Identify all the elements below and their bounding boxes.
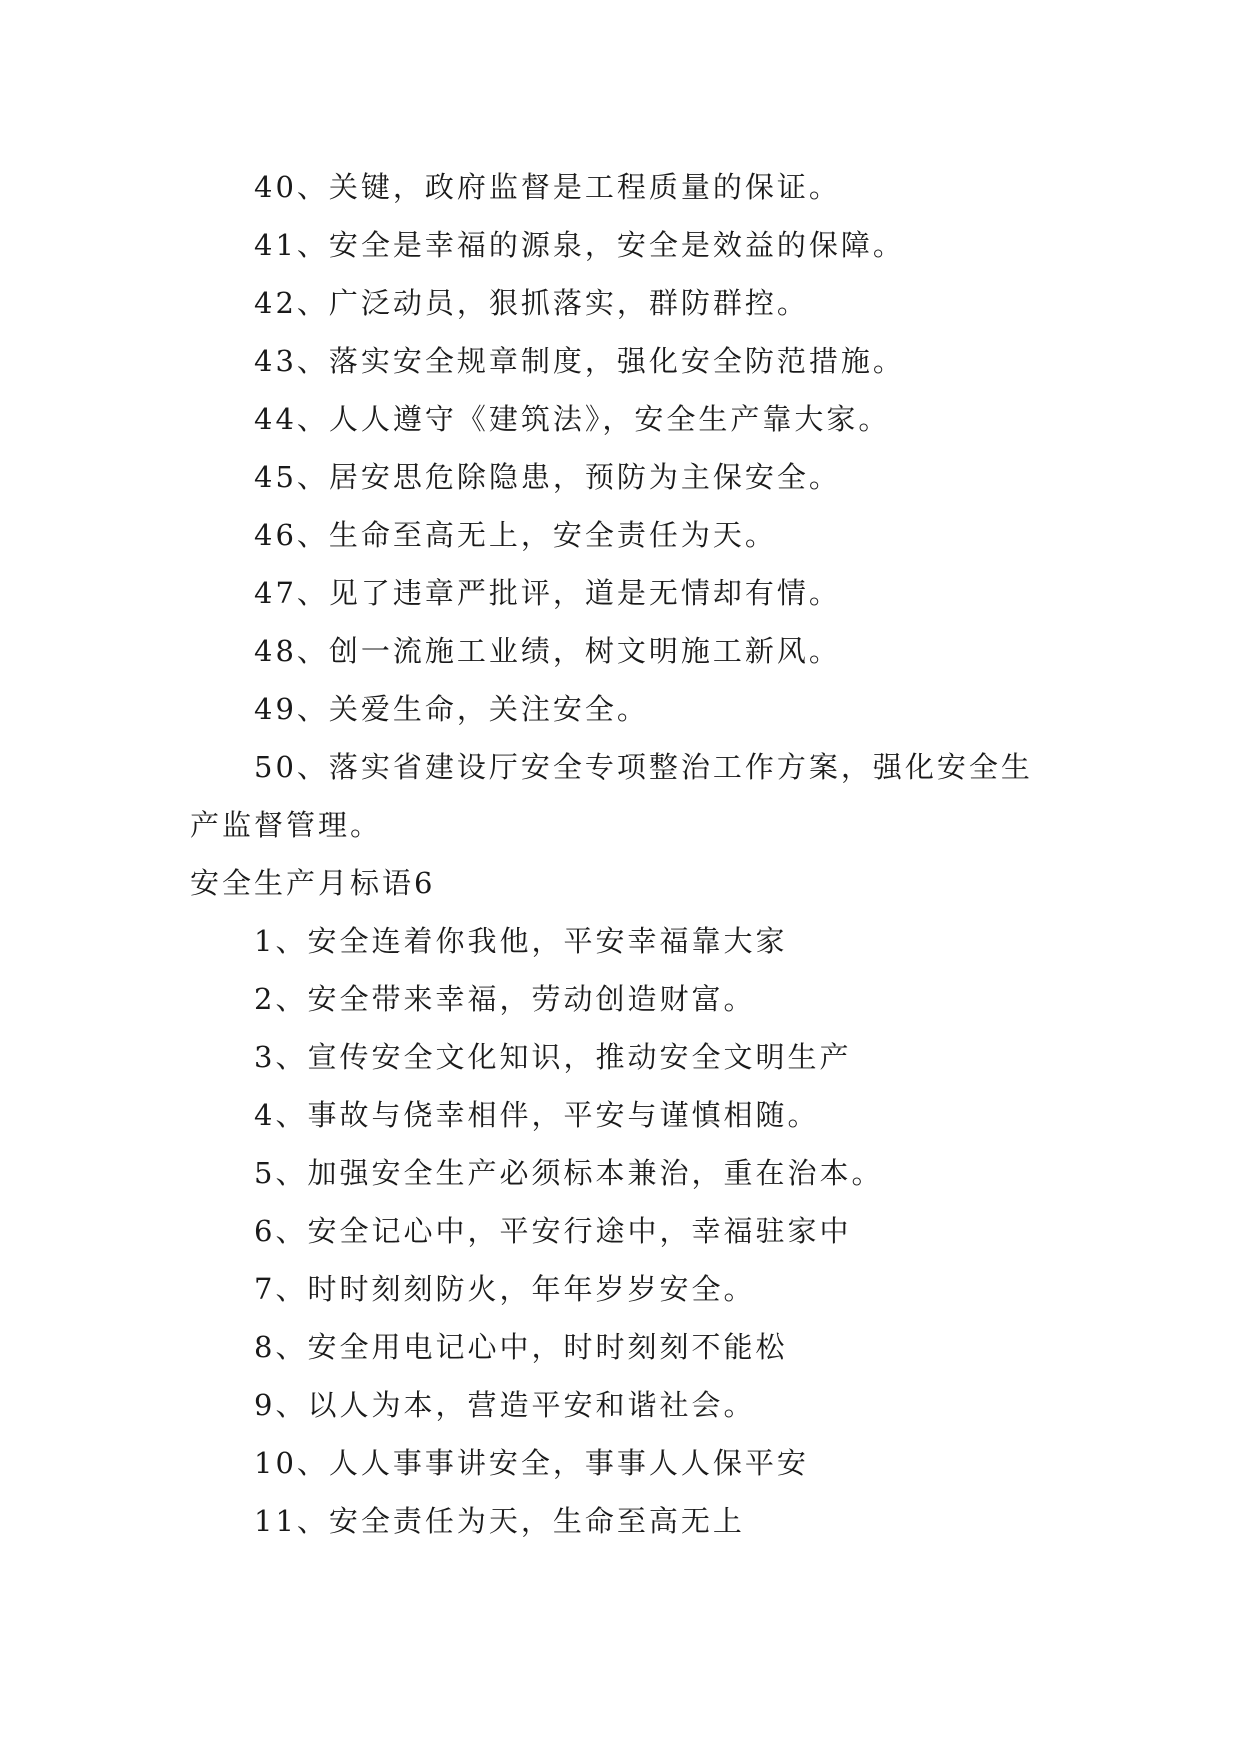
section-heading: 安全生产月标语6 [190, 866, 436, 900]
list-item-50-line-2: 产监督管理。 [190, 808, 383, 842]
list-item: 41、安全是幸福的源泉，安全是效益的保障。 [254, 228, 905, 262]
list-item: 43、落实安全规章制度，强化安全防范措施。 [254, 344, 905, 378]
list-item: 7、时时刻刻防火，年年岁岁安全。 [254, 1272, 756, 1306]
list-item: 47、见了违章严批评，道是无情却有情。 [254, 576, 841, 610]
list-item: 46、生命至高无上，安全责任为天。 [254, 518, 777, 552]
list-item: 44、人人遵守《建筑法》，安全生产靠大家。 [254, 402, 891, 436]
list-item: 3、宣传安全文化知识，推动安全文明生产 [254, 1040, 852, 1074]
list-item: 8、安全用电记心中，时时刻刻不能松 [254, 1330, 788, 1364]
list-item: 1、安全连着你我他，平安幸福靠大家 [254, 924, 788, 958]
list-item: 5、加强安全生产必须标本兼治，重在治本。 [254, 1156, 884, 1190]
list-item: 6、安全记心中，平安行途中，幸福驻家中 [254, 1214, 852, 1248]
list-item: 4、事故与侥幸相伴，平安与谨慎相随。 [254, 1098, 820, 1132]
document-body [190, 158, 1050, 1550]
list-item: 11、安全责任为天，生命至高无上 [254, 1504, 745, 1538]
list-item: 10、人人事事讲安全，事事人人保平安 [254, 1446, 809, 1480]
list-item: 40、关键，政府监督是工程质量的保证。 [254, 170, 841, 204]
list-item: 42、广泛动员，狠抓落实，群防群控。 [254, 286, 809, 320]
list-item: 48、创一流施工业绩，树文明施工新风。 [254, 634, 841, 668]
list-item: 49、关爱生命，关注安全。 [254, 692, 649, 726]
list-item: 45、居安思危除隐患，预防为主保安全。 [254, 460, 841, 494]
list-item: 9、以人为本，营造平安和谐社会。 [254, 1388, 756, 1422]
list-item: 2、安全带来幸福，劳动创造财富。 [254, 982, 756, 1016]
list-item-50-line-1: 50、落实省建设厅安全专项整治工作方案，强化安全生 [254, 750, 1033, 784]
